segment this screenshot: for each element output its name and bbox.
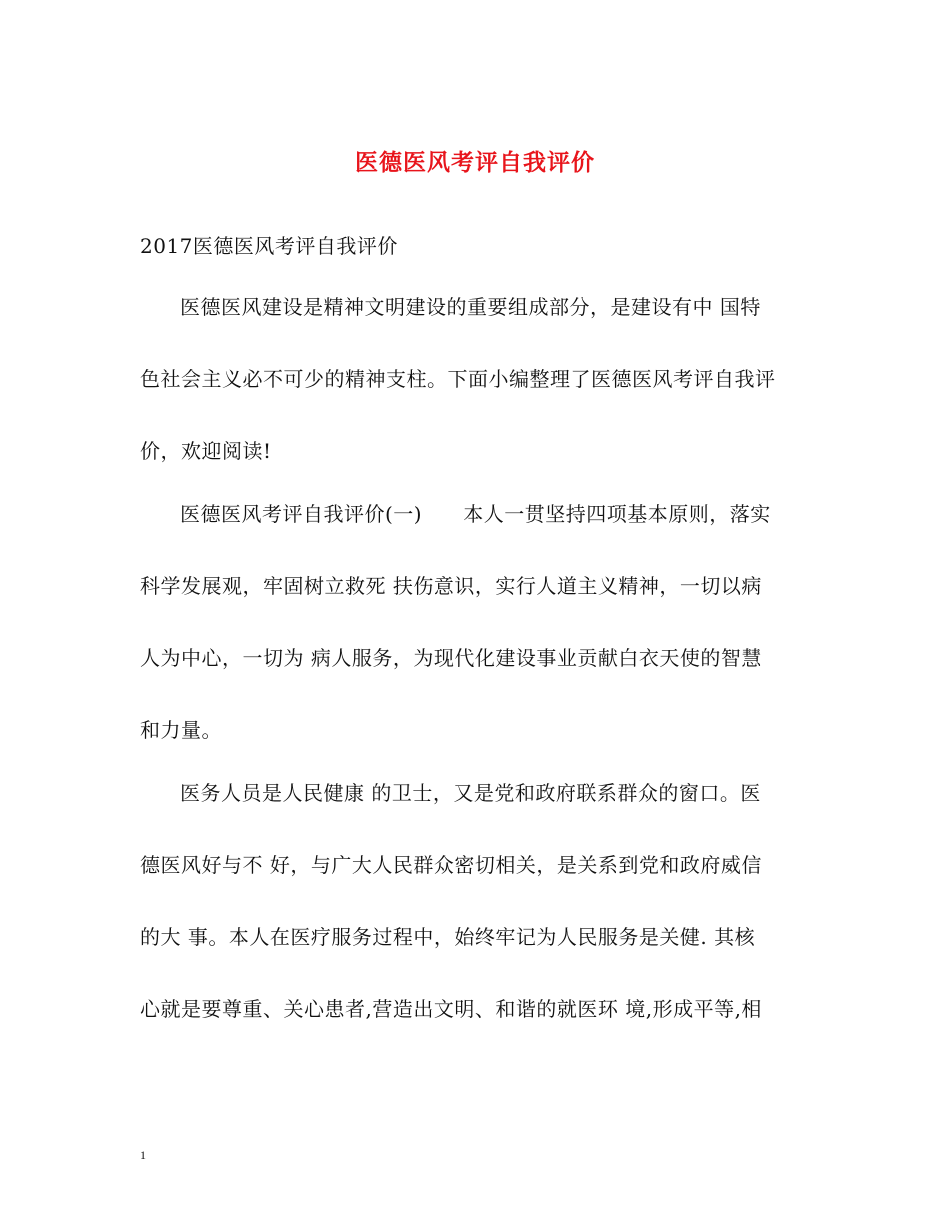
document-title: 医德医风考评自我评价 <box>355 150 595 176</box>
paragraph-line: 色社会主义必不可少的精神支柱。下面小编整理了医德医风考评自我评 <box>140 367 776 391</box>
paragraph-line: 的大 事。本人在医疗服务过程中，始终牢记为人民服务是关健. 其核 <box>140 925 756 949</box>
paragraph-line: 科学发展观，牢固树立救死 扶伤意识，实行人道主义精神，一切以病 <box>140 574 762 598</box>
paragraph-line: 价，欢迎阅读! <box>140 439 272 463</box>
paragraph-line: 人为中心，一切为 病人服务，为现代化建设事业贡献白衣天使的智慧 <box>140 646 762 670</box>
paragraph-line: 医德医风考评自我评价(一) 本人一贯坚持四项基本原则，落实 <box>180 502 771 526</box>
paragraph-line: 医务人员是人民健康 的卫士，又是党和政府联系群众的窗口。医 <box>180 781 761 805</box>
document-subtitle: 2017医德医风考评自我评价 <box>140 234 398 258</box>
paragraph-line: 德医风好与不 好，与广大人民群众密切相关，是关系到党和政府威信 <box>140 853 762 877</box>
paragraph-line: 医德医风建设是精神文明建设的重要组成部分，是建设有中 国特 <box>180 295 761 319</box>
page-number: 1 <box>140 1148 146 1162</box>
paragraph-line: 和力量。 <box>140 718 222 742</box>
paragraph-line: 心就是要尊重、关心患者,营造出文明、和谐的就医环 境,形成平等,相 <box>140 997 762 1021</box>
